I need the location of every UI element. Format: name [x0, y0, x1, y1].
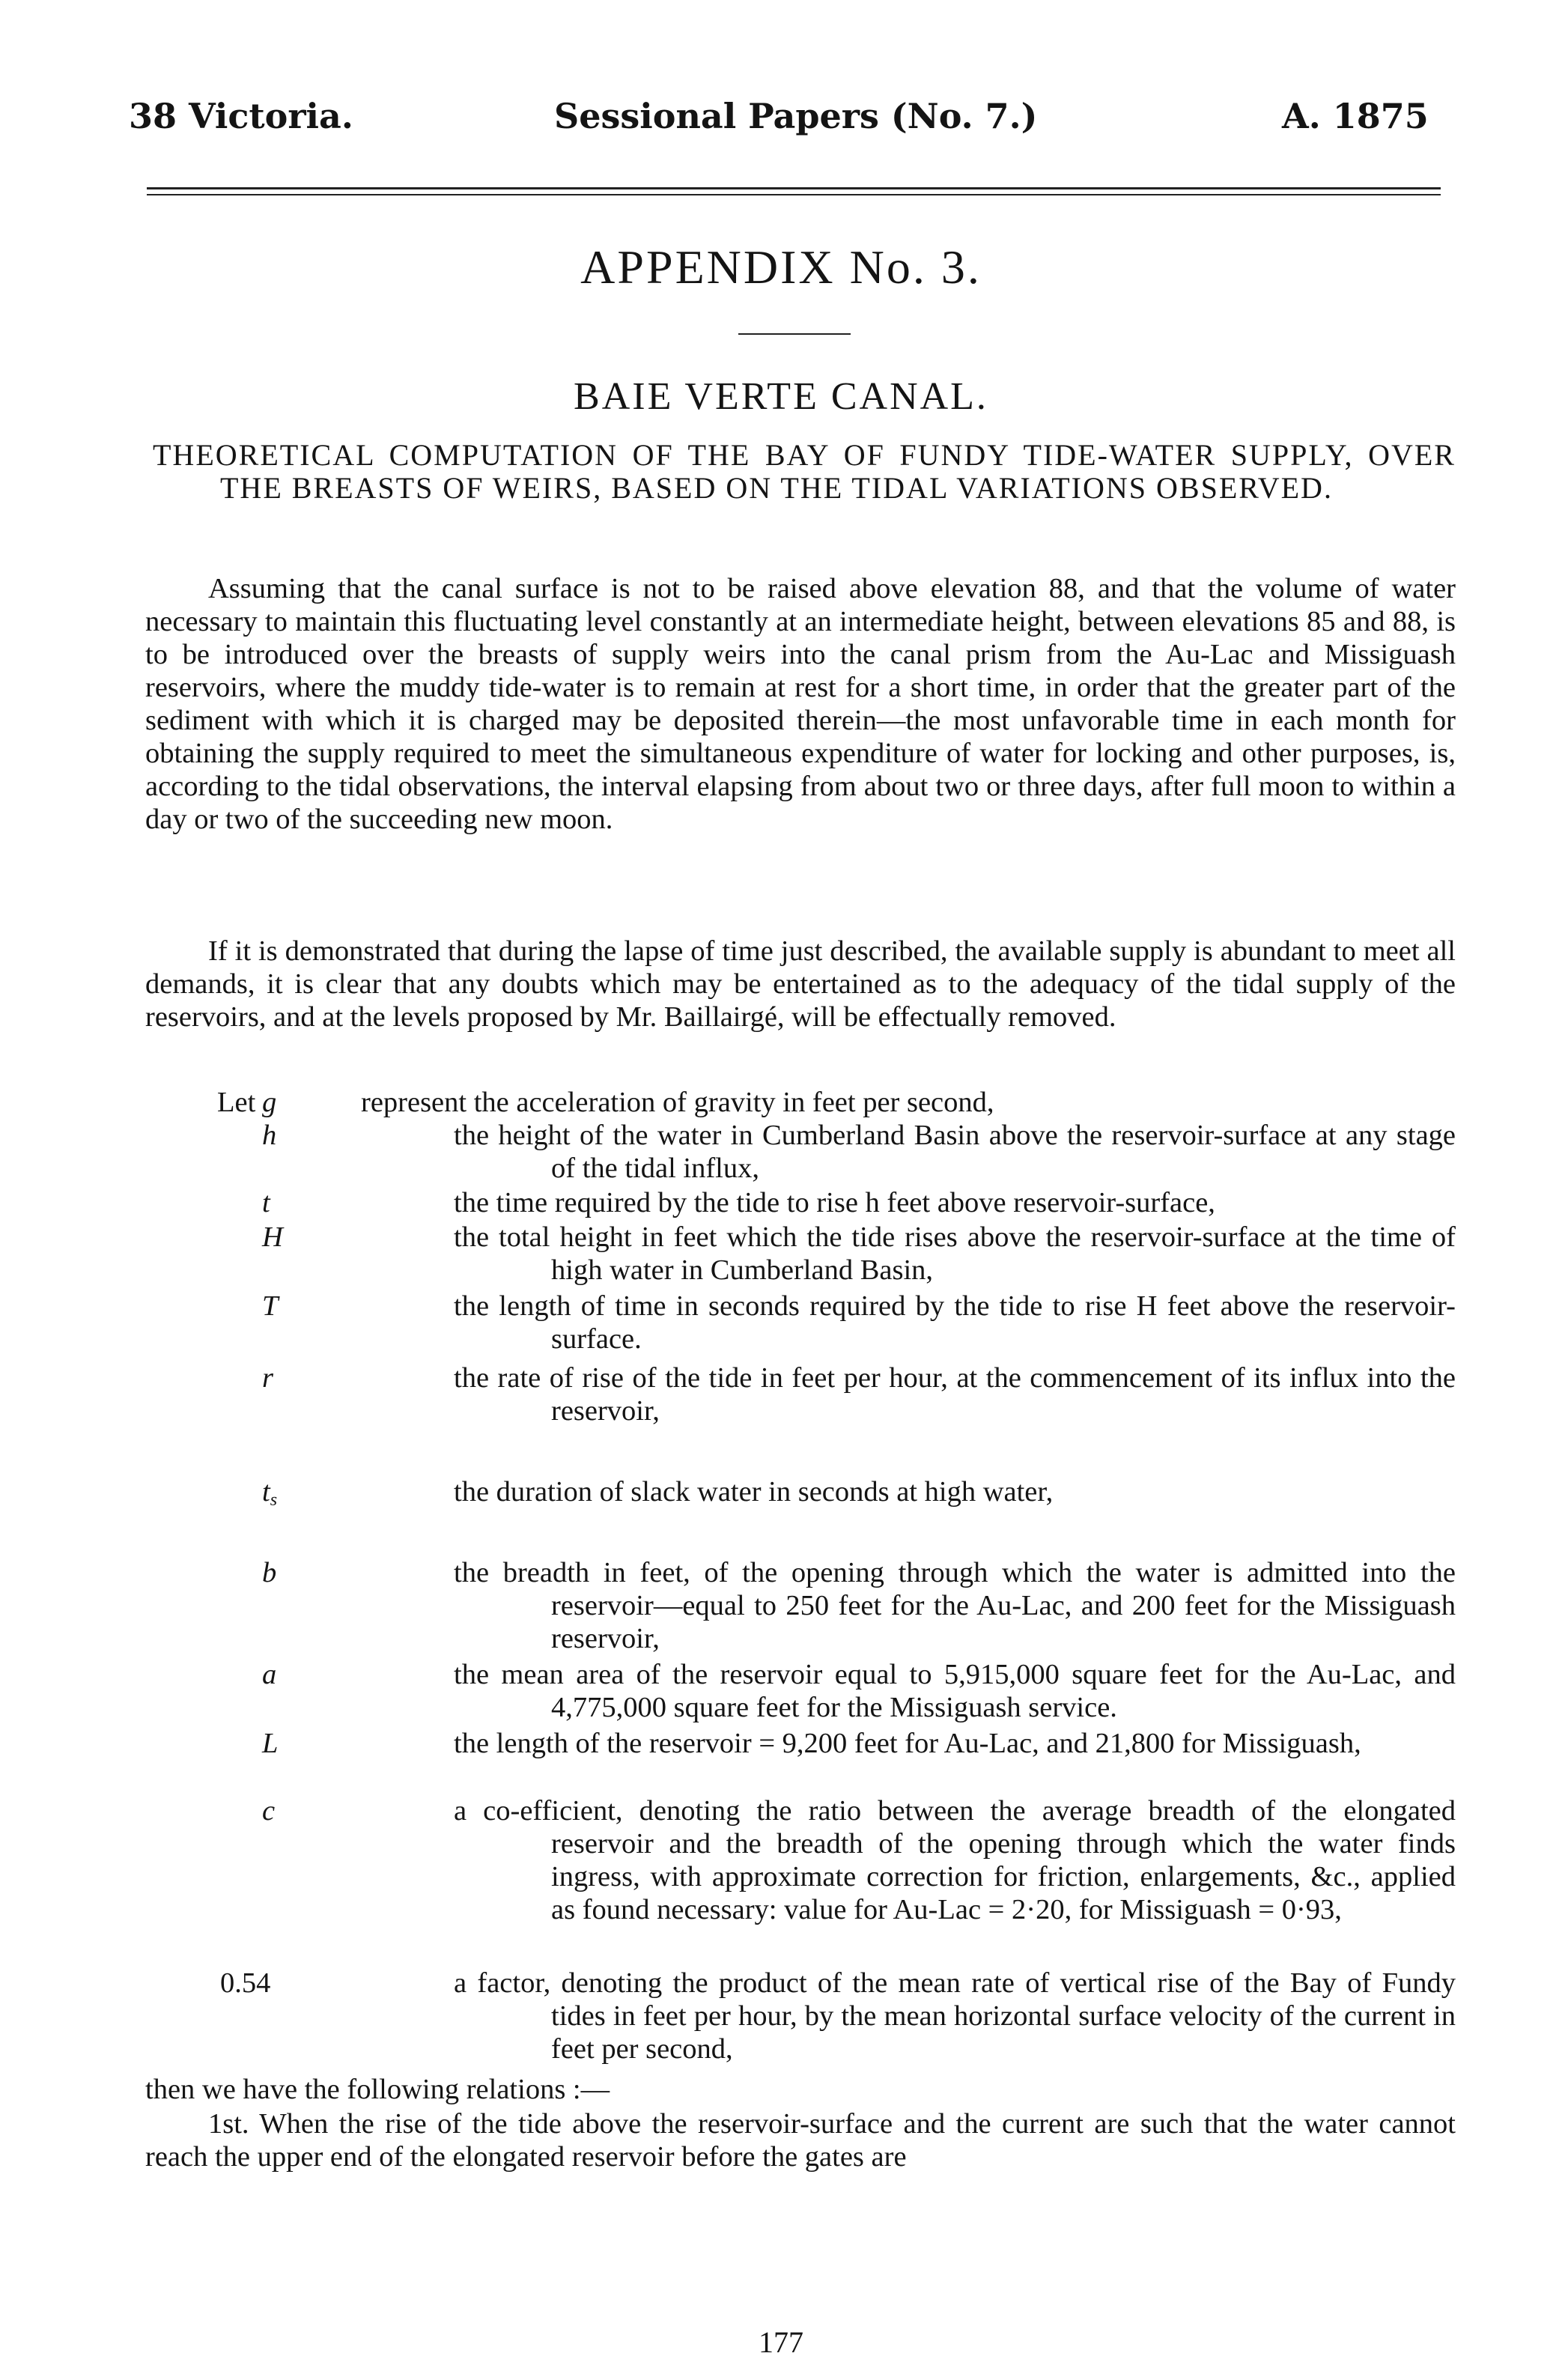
definition-text: the breadth in feet, of the opening through which the water is admitted into the reservoir—equal to 250 feet for the Au-Lac, and 200 feet for the Missiguash reservoir,	[454, 1557, 1456, 1654]
section-subtitle: THEORETICAL COMPUTATION OF THE BAY OF FUNDY TIDE-WATER SUPPLY, OVER THE BREASTS OF WEIRS, BASED ON THE TIDAL VARIATIONS OBSERVED.	[153, 438, 1456, 505]
definition-text: represent the acceleration of gravity in feet per second,	[361, 1087, 994, 1118]
definition-text: the length of time in seconds required by the tide to rise H feet above the reservoir-surface.	[454, 1290, 1456, 1355]
definition-symbol: r	[262, 1362, 273, 1394]
appendix-title: APPENDIX No. 3.	[580, 240, 982, 294]
definition-symbol: b	[262, 1557, 277, 1588]
definition-symbol: 0.54	[220, 1967, 271, 1999]
header-left: 38 Victoria.	[129, 96, 353, 136]
definition-text: the mean area of the reservoir equal to 5,915,000 square feet for the Au-Lac, and 4,775,000 square feet for the Missiguash service.	[454, 1659, 1456, 1723]
definition-text: a co-efficient, denoting the ratio between the average breadth of the elongated reservoir and the breadth of the opening through which the water finds ingress, with approximate correction for friction, enlargements, &c., applied as found necessary: value for Au-Lac = 2·20, for Missiguash = 0·93,	[454, 1795, 1456, 1925]
canal-title: BAIE VERTE CANAL.	[574, 375, 988, 418]
definition-text: the rate of rise of the tide in feet per hour, at the commencement of its influx into the reservoir,	[454, 1362, 1456, 1427]
definition-symbol: c	[262, 1795, 276, 1827]
let-label: Let	[217, 1087, 256, 1118]
definition-row-g	[0, 1086, 1562, 1119]
definition-symbol: ts	[262, 1476, 278, 1510]
definition-symbol: L	[262, 1728, 279, 1759]
definition-text: the length of the reservoir = 9,200 feet for Au-Lac, and 21,800 for Missiguash,	[454, 1728, 1361, 1759]
header-right: A. 1875	[1282, 96, 1429, 136]
definition-symbol: H	[262, 1221, 283, 1253]
definition-symbol: g	[262, 1087, 277, 1118]
definition-text: the time required by the tide to rise h feet above reservoir-surface,	[454, 1187, 1215, 1218]
paragraph-demonstration: If it is demonstrated that during the lapse of time just described, the available supply is abundant to meet all demands, it is clear that any doubts which may be entertained as to the adequacy of the tidal supply of the reservoirs, and at the levels proposed by Mr. Baillairgé, will be effectually removed.	[145, 935, 1456, 1033]
definition-text: the total height in feet which the tide rises above the reservoir-surface at the time of high water in Cumberland Basin,	[454, 1221, 1456, 1286]
definition-subscript: s	[270, 1490, 278, 1510]
header-rule-bottom	[147, 194, 1441, 195]
definition-symbol: T	[262, 1290, 279, 1322]
paragraph-assumption: Assuming that the canal surface is not to be raised above elevation 88, and that the volume of water necessary to maintain this fluctuating level constantly at an intermediate height, between elevations 85 and 88, is to be introduced over the breasts of supply weirs into the canal prism from the Au-Lac and Missiguash reservoirs, where the muddy tide-water is to remain at rest for a short time, in order that the greater part of the sediment with which it is charged may be deposited therein—the most unfavorable time in each month for obtaining the supply required to meet the simultaneous expenditure of water for locking and other purposes, is, according to the tidal observations, the interval elapsing from about two or three days, after full moon to within a day or two of the succeeding new moon.	[145, 573, 1456, 835]
page-number: 177	[759, 2325, 803, 2359]
definition-text: a factor, denoting the product of the mean rate of vertical rise of the Bay of Fundy tides in feet per hour, by the mean horizontal surface velocity of the current in feet per second,	[454, 1967, 1456, 2065]
definition-symbol: a	[262, 1659, 277, 1690]
then-line: then we have the following relations :—	[145, 2074, 610, 2105]
title-divider	[738, 333, 851, 335]
definition-text: the duration of slack water in seconds at high water,	[454, 1476, 1054, 1508]
definition-text: the height of the water in Cumberland Basin above the reservoir-surface at any stage of the tidal influx,	[454, 1120, 1456, 1184]
paragraph-first-case: 1st. When the rise of the tide above the reservoir-surface and the current are such that the water cannot reach the upper end of the elongated reservoir before the gates are	[145, 2108, 1456, 2173]
definition-symbol: t	[262, 1187, 270, 1218]
definition-symbol: h	[262, 1120, 277, 1151]
header-rule-top	[147, 187, 1441, 189]
header-center: Sessional Papers (No. 7.)	[554, 96, 1038, 136]
